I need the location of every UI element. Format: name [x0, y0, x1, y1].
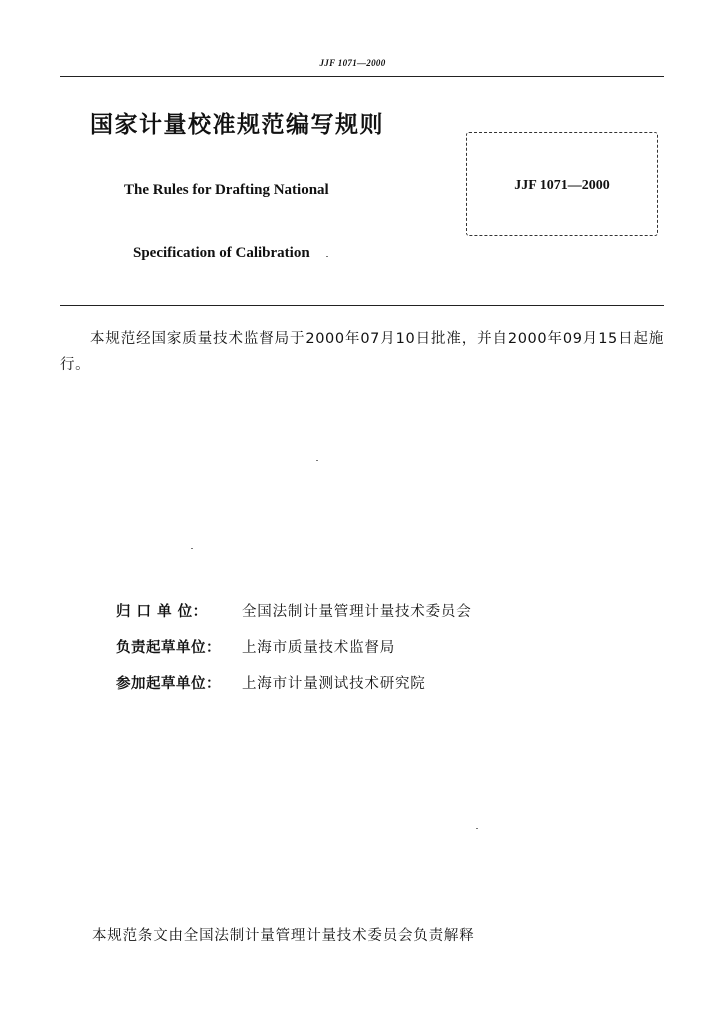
org-value: 上海市质量技术监督局 [242, 639, 395, 656]
chinese-title: 国家计量校准规范编写规则 [90, 112, 384, 138]
org-value: 上海市计量测试技术研究院 [242, 675, 426, 692]
scan-speck [326, 256, 328, 257]
title-divider [60, 305, 664, 306]
org-label: 参加起草单位： [116, 675, 221, 692]
header-standard-code: JJF 1071—2000 [319, 58, 386, 68]
org-row-drafting-unit [116, 628, 472, 664]
org-value: 全国法制计量管理计量技术委员会 [242, 603, 472, 620]
standard-code-box-text: JJF 1071—2000 [514, 178, 610, 193]
header-divider [60, 76, 664, 77]
english-title-line-1: The Rules for Drafting National [124, 182, 329, 198]
approval-statement: 本规范经国家质量技术监督局于2000年07月10日批准，并自2000年09月15日起施行。 [60, 331, 664, 373]
scan-speck [191, 548, 193, 549]
english-title-line-2: Specification of Calibration [133, 245, 310, 261]
scan-speck [476, 828, 478, 829]
org-row-centralized-unit [116, 592, 472, 628]
org-row-participating-unit [116, 664, 472, 700]
org-label: 负责起草单位： [116, 639, 221, 656]
organization-list [116, 592, 472, 700]
interpretation-note: 本规范条文由全国法制计量管理计量技术委员会负责解释 [92, 928, 475, 944]
scan-speck [316, 460, 318, 461]
org-label: 归 口 单 位： [116, 603, 208, 620]
